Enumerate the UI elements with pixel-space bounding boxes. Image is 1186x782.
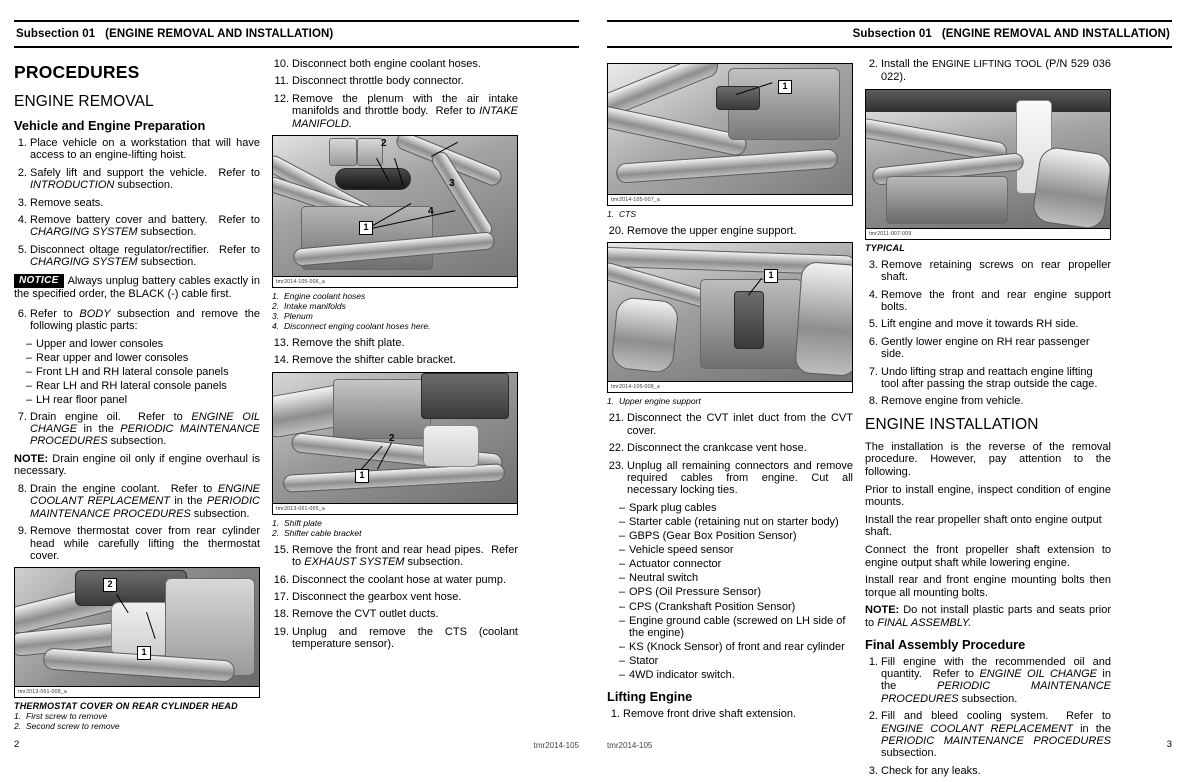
- figure-callout: 2: [103, 578, 117, 592]
- step-number: 2.: [868, 710, 878, 723]
- step-number: 19.: [273, 625, 289, 638]
- list-item: [272, 626, 518, 651]
- step-text: Remove the shifter cable bracket.: [292, 354, 456, 367]
- steps-list-coolant: [14, 483, 260, 562]
- footer-code-left: tmr2014-105: [533, 741, 579, 750]
- step-number: 12.: [273, 92, 289, 105]
- list-item: [272, 311, 518, 321]
- step-text: Remove front drive shaft extension.: [623, 708, 797, 721]
- step-text: Remove battery cover and battery. Refer to CHARGING SYSTEM subsection.: [30, 214, 260, 239]
- list-item: [272, 354, 518, 366]
- step-text: Disconnect the gearbox vent hose.: [292, 591, 462, 604]
- caption-number: 1.: [607, 396, 615, 407]
- step-text: Unplug and remove the CTS (coolant temperature sensor).: [292, 625, 518, 651]
- figure-caption-plenum: [272, 291, 518, 331]
- note-label: NOTE:: [14, 452, 49, 465]
- dash-marker: –: [619, 530, 626, 543]
- figure-photo: [273, 136, 517, 276]
- figure-shift-plate: [272, 372, 518, 515]
- note-text: Drain engine oil only if engine overhaul is necessary.: [14, 452, 260, 478]
- caption-text: Engine coolant hoses: [284, 291, 366, 302]
- step-text: Lift engine and move it towards RH side.: [881, 318, 1079, 331]
- header-subsection-left: Subsection 01: [16, 28, 96, 40]
- footer-left: [14, 739, 579, 750]
- page-number-left: 2: [14, 739, 20, 750]
- right-col-2: [865, 58, 1111, 782]
- figure-cts: [607, 63, 853, 206]
- step-number: 23.: [608, 459, 624, 472]
- list-item-label: Vehicle speed sensor: [629, 544, 734, 557]
- steps-list-body: [14, 308, 260, 333]
- steps-list-20: [607, 225, 853, 237]
- step-number: 5.: [17, 243, 27, 256]
- step-text: Disconnect throttle body connector.: [292, 75, 464, 88]
- step-text: Fill and bleed cooling system. Refer to ENGINE COOLANT REPLACEMENT in the PERIODIC MAINTENANCE PROCEDURES subsection.: [881, 710, 1111, 760]
- figure-callout: 1: [778, 80, 792, 94]
- header-subsection-right: Subsection 01: [852, 28, 932, 40]
- step-text: Refer to BODY subsection and remove the following plastic parts:: [30, 307, 261, 333]
- caption-number: 2.: [14, 721, 22, 732]
- dash-marker: –: [619, 655, 626, 668]
- figure-callout: 1: [137, 646, 151, 660]
- steps-list-15-19: [272, 544, 518, 651]
- figure-caption-items: [272, 291, 518, 331]
- notice-text: Always unplug battery cables exactly in the specified order, the BLACK (-) cable first.: [14, 274, 260, 301]
- dash-marker: –: [619, 600, 626, 613]
- list-item: [865, 58, 1111, 84]
- step-number: 15.: [273, 543, 289, 556]
- figure-caption-thermostat: [14, 701, 260, 731]
- list-item-label: Rear LH and RH lateral console panels: [36, 379, 227, 392]
- page-number-right: 3: [1166, 739, 1172, 750]
- page-title-procedures: PROCEDURES: [14, 62, 140, 82]
- figure-upper-engine-support: [607, 242, 853, 393]
- step-number: 10.: [273, 58, 289, 70]
- list-item: [865, 336, 1111, 361]
- left-col-2: [272, 58, 518, 737]
- step-text: Gently lower engine on RH rear passenger side.: [881, 335, 1090, 361]
- connectors-list: [607, 502, 853, 682]
- list-item-label: Engine ground cable (screwed on LH side of the engine): [629, 614, 846, 640]
- steps-list-preparation: [14, 137, 260, 269]
- steps-list-3-8: [865, 259, 1111, 408]
- list-item: [14, 352, 260, 365]
- list-item: [14, 411, 260, 448]
- header-rule-bottom: [14, 46, 579, 48]
- step-text: Place vehicle on a workstation that will have access to an engine-lifting hoist.: [30, 137, 260, 162]
- dash-marker: –: [619, 572, 626, 585]
- photo-tube: [1031, 145, 1110, 228]
- list-item: [607, 655, 853, 668]
- list-item-label: CPS (Crankshaft Position Sensor): [629, 600, 796, 613]
- caption-number: 1.: [14, 711, 22, 722]
- list-item: [607, 544, 853, 557]
- note-final-assembly: NOTE: Do not install plastic parts and seats prior to FINAL ASSEMBLY.: [865, 604, 1111, 629]
- dash-marker: –: [619, 669, 626, 682]
- step-number: 16.: [273, 573, 289, 586]
- list-item-label: Spark plug cables: [629, 501, 717, 514]
- steps-list-lifting: [607, 708, 853, 720]
- footer-right: [607, 739, 1172, 750]
- step-text: Unplug all remaining connectors and remove required cables from engine. Cut all necessary locking ties.: [627, 459, 853, 497]
- page-left: [0, 0, 593, 764]
- figure-caption-title: THERMOSTAT COVER ON REAR CYLINDER HEAD: [14, 701, 238, 712]
- left-col-1: [14, 58, 260, 737]
- step-number: 20.: [608, 225, 624, 237]
- figure-callout: 1: [355, 469, 369, 483]
- list-item: [272, 591, 518, 603]
- list-item-label: Rear upper and lower consoles: [36, 351, 189, 364]
- header-title-right: (ENGINE REMOVAL AND INSTALLATION): [941, 28, 1170, 40]
- figure-photo: [15, 568, 259, 686]
- list-item: [865, 318, 1111, 330]
- list-item: [607, 641, 853, 654]
- figure-callout: 1: [359, 221, 373, 235]
- heading-engine-installation: ENGINE INSTALLATION: [865, 415, 1039, 433]
- dash-marker: –: [26, 379, 33, 392]
- caption-text: CTS: [619, 209, 636, 219]
- list-item: [607, 209, 853, 219]
- steps-list-10-12: [272, 58, 518, 130]
- step-number: 3.: [17, 196, 27, 209]
- heading-vehicle-engine-preparation: Vehicle and Engine Preparation: [14, 118, 206, 133]
- figure-id: tmr2014-105-008_a: [608, 381, 852, 392]
- caption-number: 3.: [272, 311, 280, 322]
- step-text: Remove the front and rear head pipes. Refer to EXHAUST SYSTEM subsection.: [292, 543, 518, 569]
- list-item: [607, 412, 853, 437]
- dash-marker: –: [26, 337, 33, 350]
- caption-number: 2.: [272, 301, 280, 312]
- page-right: [593, 0, 1186, 777]
- step-text: Remove the CVT outlet ducts.: [292, 608, 439, 621]
- list-item: [272, 301, 518, 311]
- step-text: Drain engine oil. Refer to ENGINE OIL CHANGE in the PERIODIC MAINTENANCE PROCEDURES subsection.: [30, 410, 260, 448]
- list-item: [865, 765, 1111, 777]
- step-text: Remove the upper engine support.: [627, 225, 797, 237]
- list-item: [14, 137, 260, 162]
- caption-text: Upper engine support: [619, 396, 701, 407]
- list-item: [14, 483, 260, 520]
- steps-list-21-23: [607, 412, 853, 496]
- photo-dark-part: [421, 373, 509, 419]
- step-text: Disconnect the coolant hose at water pump.: [292, 573, 507, 586]
- list-item: [865, 710, 1111, 760]
- list-item: [607, 615, 853, 640]
- step-text: Remove retaining screws on rear propeller shaft.: [881, 258, 1111, 284]
- figure-callout: 4: [428, 206, 434, 218]
- step-number: 4.: [868, 288, 878, 301]
- list-item: [14, 197, 260, 209]
- list-item: [14, 394, 260, 407]
- list-item: [865, 366, 1111, 391]
- steps-list-lifting-2: [865, 58, 1111, 84]
- caption-number: 1.: [272, 517, 280, 528]
- dash-marker: –: [26, 351, 33, 364]
- caption-number: 4.: [272, 321, 280, 332]
- figure-callout: 2: [381, 138, 387, 150]
- note-label: NOTE:: [865, 604, 900, 617]
- step-text: Install the ENGINE LIFTING TOOL (P/N 529 036 022).: [881, 58, 1111, 84]
- step-number: 6.: [17, 307, 27, 320]
- caption-text: Shift plate: [284, 517, 322, 528]
- step-number: 11.: [274, 75, 289, 88]
- list-item: [607, 516, 853, 529]
- list-item: [14, 244, 260, 269]
- list-item: [14, 167, 260, 192]
- step-number: 18.: [273, 608, 289, 621]
- photo-light-part: [423, 425, 479, 467]
- dash-marker: –: [619, 501, 626, 514]
- notice-block: [14, 274, 260, 301]
- step-number: 14.: [273, 354, 289, 367]
- list-item: [272, 291, 518, 301]
- figure-callout: 2: [389, 432, 395, 444]
- heading-engine-removal: ENGINE REMOVAL: [14, 93, 154, 110]
- note-drain-oil: [14, 453, 260, 478]
- figure-thermostat-cover: [14, 567, 260, 698]
- step-text: Check for any leaks.: [881, 764, 981, 777]
- list-item-label: LH rear floor panel: [36, 394, 128, 407]
- step-number: 1.: [610, 708, 620, 721]
- figure-callout: 1: [764, 269, 778, 283]
- figure-plenum: [272, 135, 518, 288]
- step-number: 8.: [17, 483, 27, 496]
- list-item: [272, 608, 518, 620]
- step-text: Remove the plenum with the air intake manifolds and throttle body. Refer to INTAKE MANIFOLD.: [292, 92, 518, 130]
- list-item-label: Stator: [629, 655, 659, 668]
- step-number: 22.: [608, 442, 624, 455]
- list-item: [607, 669, 853, 682]
- dash-marker: –: [619, 515, 626, 528]
- header-text-right: [607, 22, 1172, 46]
- list-item: [607, 502, 853, 515]
- footer-code-right: tmr2014-105: [607, 741, 653, 750]
- list-item: [865, 259, 1111, 284]
- photo-block: [333, 379, 431, 439]
- list-item: [607, 225, 853, 237]
- caption-text: Disconnect enging coolant hoses here.: [284, 321, 431, 332]
- list-item-label: Upper and lower consoles: [36, 337, 164, 350]
- photo-dark-band: [866, 90, 1110, 112]
- step-text: Disconnect oltage regulator/rectifier. Refer to CHARGING SYSTEM subsection.: [30, 243, 260, 269]
- figure-id: tmr2014-105-007_a: [608, 194, 852, 205]
- plastic-parts-list: [14, 338, 260, 407]
- figure-engine-lifting-tool: [865, 89, 1111, 240]
- list-item: [272, 574, 518, 586]
- caption-text: Intake manifolds: [284, 301, 346, 312]
- dash-marker: –: [26, 394, 33, 407]
- install-para: The installation is the reverse of the removal procedure. However, pay attention to the following.: [865, 440, 1111, 479]
- dash-marker: –: [619, 641, 626, 654]
- photo-dark-part: [716, 86, 760, 110]
- dash-marker: –: [26, 365, 33, 378]
- photo-dark-part: [734, 291, 764, 349]
- list-item: [272, 528, 518, 538]
- figure-caption-typical: TYPICAL: [865, 242, 905, 253]
- list-item: [14, 214, 260, 239]
- step-number: 6.: [868, 335, 878, 348]
- figure-photo: [608, 64, 852, 194]
- list-item: [14, 711, 260, 721]
- caption-number: 1.: [272, 291, 280, 302]
- step-number: 2.: [868, 58, 878, 70]
- step-number: 7.: [17, 410, 27, 423]
- list-item-label: Front LH and RH lateral console panels: [36, 365, 229, 378]
- step-text: Remove the front and rear engine support bolts.: [881, 288, 1111, 314]
- running-head-right: [607, 20, 1172, 48]
- caption-text: Second screw to remove: [26, 721, 120, 732]
- install-para: Install the rear propeller shaft onto engine output shaft.: [865, 513, 1102, 539]
- list-item: [607, 558, 853, 571]
- caption-number: 2.: [272, 527, 280, 538]
- figure-id: tmr2013-061-008_a: [15, 686, 259, 697]
- list-item: [272, 93, 518, 130]
- photo-block: [329, 138, 357, 166]
- photo-tube: [610, 296, 679, 374]
- step-number: 1.: [868, 655, 878, 668]
- heading-final-assembly: Final Assembly Procedure: [865, 636, 1026, 652]
- step-text: Disconnect the CVT inlet duct from the CVT cover.: [627, 412, 853, 437]
- step-number: 8.: [868, 395, 878, 408]
- header-rule-bottom: [607, 46, 1172, 48]
- caption-text: Shifter cable bracket: [284, 527, 362, 538]
- right-col-1: [607, 58, 853, 782]
- step-text: Remove engine from vehicle.: [881, 395, 1024, 408]
- list-item: [14, 721, 260, 731]
- figure-caption-cts: [607, 209, 853, 219]
- running-head-left: [14, 20, 579, 48]
- step-text: Safely lift and support the vehicle. Refer to INTRODUCTION subsection.: [30, 166, 260, 192]
- header-title-left: (ENGINE REMOVAL AND INSTALLATION): [105, 28, 334, 40]
- figure-photo: [273, 373, 517, 503]
- figure-id: tmr2011-007-009: [866, 228, 1110, 239]
- list-item: [14, 366, 260, 379]
- caption-number: 1.: [607, 209, 615, 219]
- list-item-label: Neutral switch: [629, 572, 699, 585]
- caption-text: Plenum: [284, 311, 313, 322]
- list-item: [14, 380, 260, 393]
- step-text: Fill engine with the recommended oil and quantity. Refer to ENGINE OIL CHANGE in the PERIODIC MAINTENANCE PROCEDURES subsection.: [881, 655, 1111, 705]
- figure-photo: [866, 90, 1110, 228]
- figure-id: tmr2014-105-006_a: [273, 276, 517, 287]
- list-item-label: KS (Knock Sensor) of front and rear cylinder: [629, 641, 845, 654]
- right-page-columns: [607, 58, 1172, 782]
- list-item: [865, 656, 1111, 706]
- step-number: 21.: [608, 412, 624, 425]
- install-para: Connect the front propeller shaft extension to engine output shaft while lowering engine.: [865, 544, 1111, 569]
- figure-caption-shift-plate: [272, 518, 518, 538]
- list-item: [14, 308, 260, 333]
- list-item: [607, 601, 853, 614]
- header-text-left: [14, 22, 579, 46]
- step-text: Undo lifting strap and reattach engine lifting tool after passing the strap outside the cage.: [881, 365, 1098, 391]
- step-number: 3.: [868, 764, 878, 777]
- list-item: [607, 460, 853, 497]
- steps-list-13-14: [272, 337, 518, 367]
- step-number: 9.: [17, 525, 27, 538]
- figure-callout: 3: [449, 178, 455, 190]
- list-item: [607, 396, 853, 406]
- list-item: [865, 289, 1111, 314]
- list-item-label: GBPS (Gear Box Position Sensor): [629, 530, 797, 543]
- figure-caption-items: [272, 518, 518, 538]
- dash-marker: –: [619, 586, 626, 599]
- heading-lifting-engine: Lifting Engine: [607, 689, 693, 705]
- list-item-label: Actuator connector: [629, 558, 722, 571]
- step-text: Remove seats.: [30, 196, 104, 209]
- dash-marker: –: [619, 558, 626, 571]
- list-item: [607, 708, 853, 720]
- step-number: 2.: [17, 166, 27, 179]
- list-item-label: Starter cable (retaining nut on starter body): [629, 515, 839, 528]
- step-text: Disconnect both engine coolant hoses.: [292, 58, 481, 70]
- install-para: Install rear and front engine mounting bolts then torque all mounting bolts.: [865, 574, 1111, 599]
- step-text: Disconnect the crankcase vent hose.: [627, 442, 807, 455]
- step-number: 13.: [273, 337, 289, 350]
- list-item: [272, 58, 518, 70]
- figure-id: tmr2013-061-005_a: [273, 503, 517, 514]
- step-number: 7.: [868, 365, 878, 378]
- list-item: [865, 395, 1111, 407]
- figure-caption-items: [14, 711, 260, 731]
- photo-tube: [794, 261, 852, 377]
- notice-badge: NOTICE: [14, 274, 64, 289]
- step-number: 17.: [273, 591, 289, 604]
- step-text: Drain the engine coolant. Refer to ENGINE COOLANT REPLACEMENT in the PERIODIC MAINTENANCE PROCEDURES subsection.: [30, 483, 260, 520]
- steps-list-final-assembly: [865, 656, 1111, 778]
- figure-photo: [608, 243, 852, 381]
- step-number: 4.: [17, 214, 27, 227]
- list-item: [14, 525, 260, 562]
- left-page-columns: [14, 58, 579, 737]
- step-number: 5.: [868, 318, 878, 331]
- step-text: Remove thermostat cover from rear cylinder head while carefully lifting the thermostat cover.: [30, 525, 260, 563]
- list-item: [272, 321, 518, 331]
- list-item: [272, 337, 518, 349]
- dash-marker: –: [619, 544, 626, 557]
- figure-caption-upper-engine-support: [607, 396, 853, 406]
- caption-text: First screw to remove: [26, 711, 108, 722]
- list-item-label: OPS (Oil Pressure Sensor): [629, 586, 762, 599]
- list-item: [272, 544, 518, 569]
- photo-block: [886, 176, 1008, 224]
- list-item: [607, 530, 853, 543]
- step-number: 1.: [17, 137, 27, 149]
- list-item: [607, 586, 853, 599]
- dash-marker: –: [619, 614, 626, 627]
- step-number: 3.: [868, 258, 878, 271]
- install-para: Prior to install engine, inspect condition of engine mounts.: [865, 483, 1111, 509]
- list-item-label: 4WD indicator switch.: [629, 669, 735, 682]
- list-item: [272, 518, 518, 528]
- figure-caption-items: [607, 396, 853, 406]
- step-text: Remove the shift plate.: [292, 337, 405, 350]
- figure-caption-items: [607, 209, 853, 219]
- steps-list-oil: [14, 411, 260, 448]
- list-item: [14, 338, 260, 351]
- list-item: [272, 75, 518, 87]
- list-item: [607, 442, 853, 454]
- list-item: [607, 572, 853, 585]
